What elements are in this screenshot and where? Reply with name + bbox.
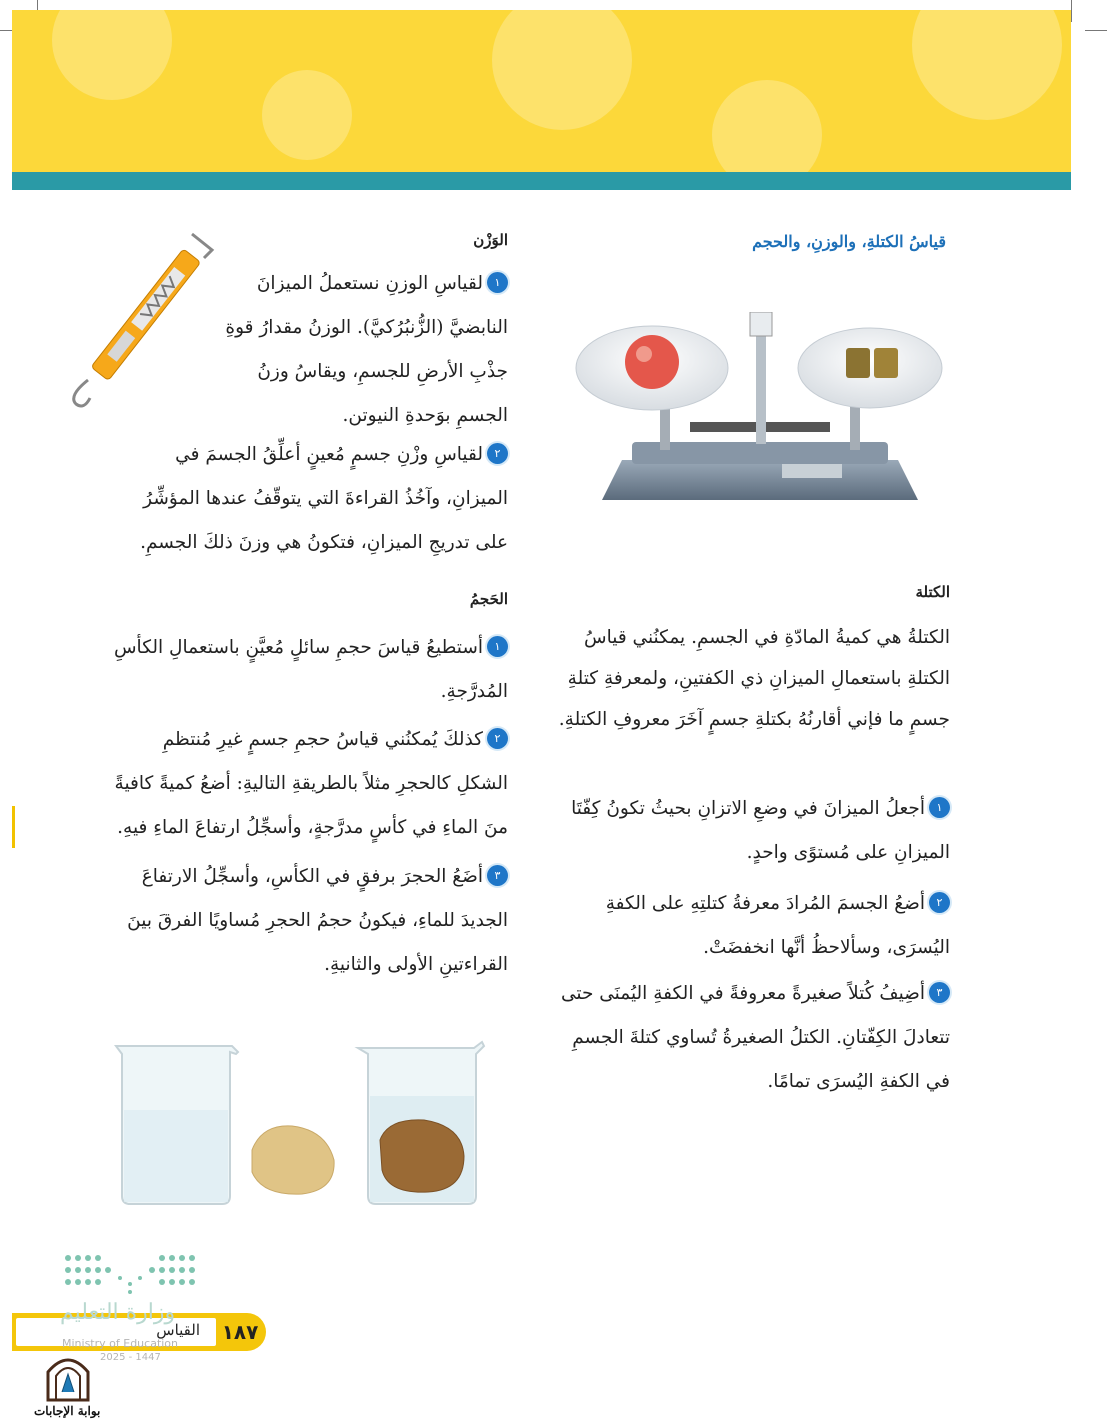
- crop-mark: [1085, 30, 1107, 31]
- step-number-badge: ٣: [929, 982, 950, 1003]
- banner-underline: [12, 172, 1071, 190]
- mass-step-2: [552, 882, 950, 970]
- step-number-badge: ١: [929, 797, 950, 818]
- ministry-name-arabic: وزارة التعليم: [60, 1300, 176, 1325]
- volume-step-1: [108, 626, 508, 714]
- crop-mark: [1071, 0, 1072, 22]
- margin-marker: [12, 806, 15, 848]
- spring-scale-illustration: [62, 228, 220, 408]
- mass-step-3-text: أضِيفُ كُتلاً صغيرةً معروفةً في الكفةِ اليُمنَى حتى تتعادلَ الكِفّتانِ. الكتلُ الصغيرةُ تُساوي كتلةَ الجسمِ في الكفةِ اليُسرَى تمامًا.: [560, 983, 950, 1092]
- mass-step-1: [552, 787, 950, 875]
- mass-intro: الكتلةُ هي كميةُ المادّةِ في الجسمِ. يمكنُني قياسُ الكتلةِ باستعمالِ الميزانِ ذي الكفتينِ، ولمعرفةِ كتلةِ جسمٍ ما فإني أقارنُهُ بكتلةِ جسمٍ آخَرَ معروفِ الكتلةِ.: [558, 627, 950, 730]
- volume-step-2-text: كذلكَ يُمكنُني قياسُ حجمِ جسمٍ غيرِ مُنتظمِ الشكلِ كالحجرِ مثلاً بالطريقةِ التاليةِ: أضعُ كميةً كافيةً منَ الماءِ في كأسٍ مدرَّجةٍ، وأسجِّلُ ارتفاعَ الماءِ فيهِ.: [114, 729, 508, 838]
- step-number-badge: ٢: [487, 443, 508, 464]
- ministry-dot-logo: [62, 1250, 202, 1298]
- beam-balance-illustration: [572, 312, 948, 507]
- volume-heading: الحَجمُ: [469, 590, 508, 608]
- page-number: ١٨٧: [221, 1320, 259, 1344]
- volume-step-2: [108, 718, 508, 850]
- section-title: قياسُ الكتلةِ، والوزنِ، والحجم: [752, 232, 946, 251]
- mass-step-3: [552, 972, 950, 1104]
- step-number-badge: ١: [487, 272, 508, 293]
- beakers-with-rock-illustration: [112, 1040, 492, 1208]
- year-label: 2025 - 1447: [100, 1352, 161, 1363]
- weight-heading: الوَزْن: [473, 231, 508, 249]
- chapter-label: القياس: [156, 1321, 200, 1339]
- step-number-badge: ٢: [929, 892, 950, 913]
- weight-step-2-text: لقياسِ وزْنِ جسمٍ مُعينٍ أعلِّقُ الجسمَ في الميزانِ، وآخُذُ القراءةَ التي يتوقّفُ عندها المؤشِّرُ على تدريجِ الميزانِ، فتكونُ هي وزنَ ذلكَ الجسمِ.: [140, 444, 508, 553]
- weight-step-2: [108, 433, 508, 565]
- ministry-name-english: Ministry of Education: [62, 1337, 179, 1350]
- weight-step-1: [222, 262, 508, 438]
- mosque-portal-icon[interactable]: [44, 1350, 92, 1402]
- header-banner: [12, 10, 1071, 172]
- step-number-badge: ٣: [487, 865, 508, 886]
- step-number-badge: ٢: [487, 728, 508, 749]
- mass-step-2-text: أضعُ الجسمَ المُرادَ معرفةُ كتلتِهِ على الكفةِ اليُسرَى، وسألاحظُ أنَّها انخفضَتْ.: [605, 893, 950, 958]
- weight-step-1-text: لقياسِ الوزنِ نستعملُ الميزانَ النابضيَّ (الزُّنبُرُكيَّ). الوزنُ مقدارُ قوةِ جذْبِ الأرضِ للجسمِ، ويقاسُ وزنُ الجسمِ بوَحدةِ النيوتن.: [225, 273, 508, 426]
- volume-step-3-text: أضَعُ الحجرَ برفقٍ في الكأسِ، وأسجِّلُ الارتفاعَ الجديدَ للماءِ، فيكونُ حجمُ الحجرِ مُساويًا الفرقَ بينَ القراءتينِ الأولى والثانيةِ.: [127, 866, 508, 975]
- step-number-badge: ١: [487, 636, 508, 657]
- mass-step-1-text: أجعلُ الميزانَ في وضعِ الاتزانِ بحيثُ تكونُ كِفّتَا الميزانِ على مُستوًى واحدٍ.: [571, 798, 950, 863]
- portal-label[interactable]: بوابة الإجابات: [34, 1404, 101, 1418]
- volume-step-1-text: أستطيعُ قياسَ حجمِ سائلٍ مُعيَّنٍ باستعمالِ الكأسِ المُدرَّجةِ.: [113, 637, 508, 702]
- mass-heading: الكتلة: [915, 583, 950, 601]
- volume-step-3: [108, 855, 508, 987]
